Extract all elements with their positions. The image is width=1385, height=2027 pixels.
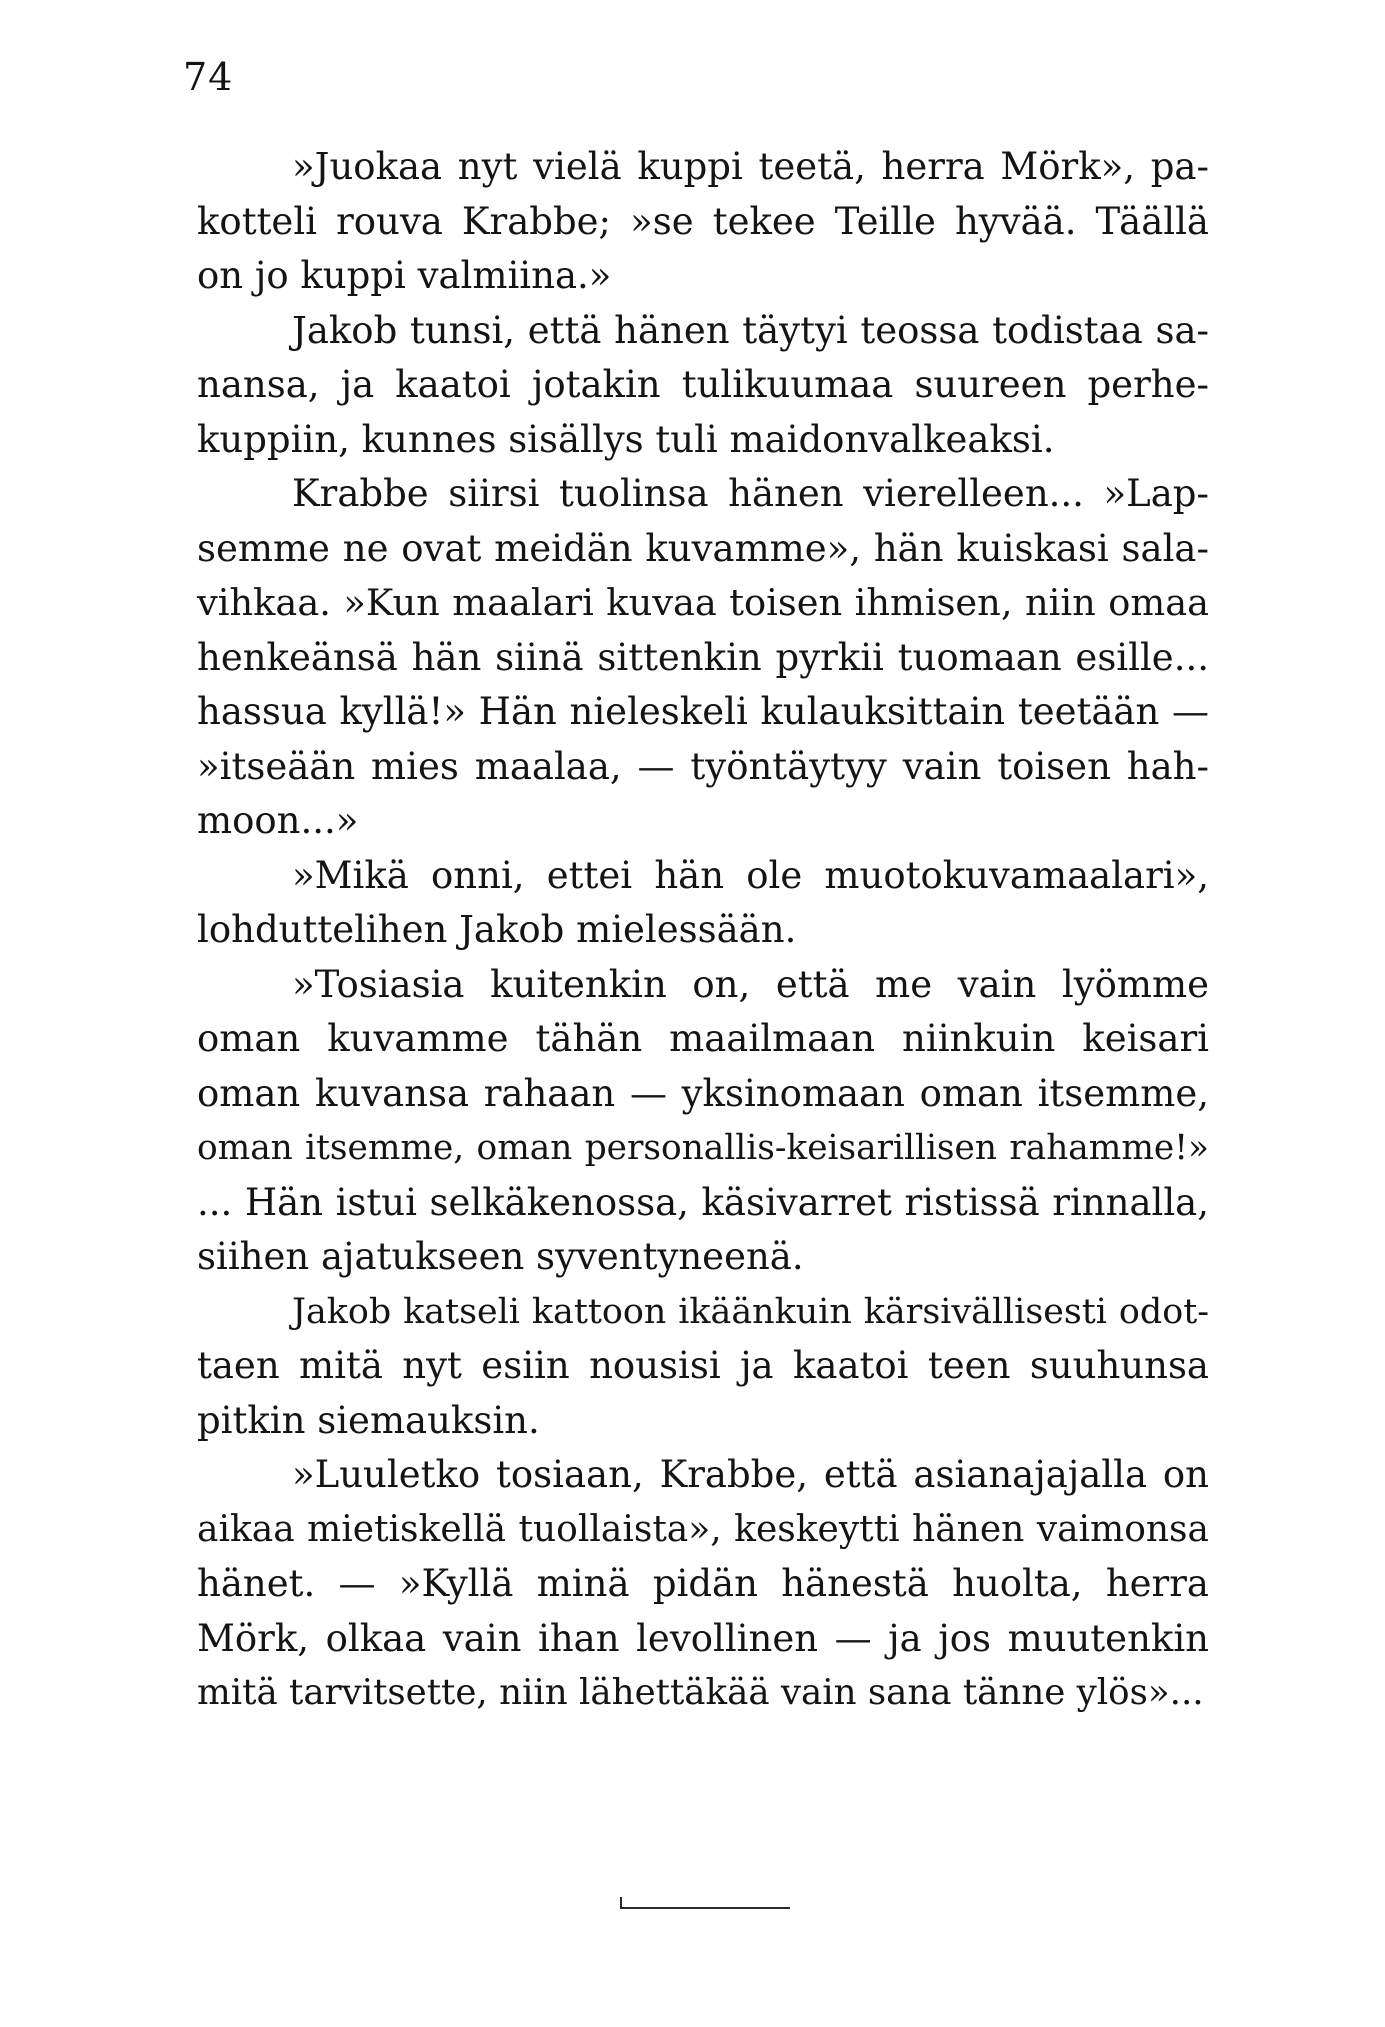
text-line: ... Hän istui selkäkenossa, käsivarret ristissä rinnalla, — [197, 1180, 1209, 1224]
text-line: vihkaa. »Kun maalari kuvaa toisen ihmisen, niin omaa — [197, 581, 1209, 624]
end-rule — [620, 1907, 790, 1909]
text-line: oman kuvamme tähän maailmaan niinkuin keisari — [197, 1017, 1209, 1060]
text-line: oman itsemme, oman personallis-keisarillisen rahamme!» — [197, 1128, 1209, 1168]
text-line: aikaa mietiskellä tuollaista», keskeytti hänen vaimonsa — [197, 1508, 1209, 1550]
text-line: siihen ajatukseen syventyneenä. — [197, 1235, 804, 1278]
text-line: kuppiin, kunnes sisällys tuli maidonvalkeaksi. — [197, 417, 1055, 461]
text-line: Mörk, olkaa vain ihan levollinen — ja jos muutenkin — [197, 1616, 1209, 1660]
text-line: »Tosiasia kuitenkin on, että me vain lyömme — [292, 962, 1209, 1006]
text-line: Krabbe siirsi tuolinsa hänen vierelleen... »Lap- — [292, 472, 1209, 515]
text-line: oman kuvansa rahaan — yksinomaan oman itsemme, — [197, 1071, 1209, 1115]
text-line: henkeänsä hän siinä sittenkin pyrkii tuomaan esille... — [197, 635, 1209, 679]
text-line: pitkin siemauksin. — [197, 1398, 540, 1442]
text-line: hänet. — »Kyllä minä pidän hänestä huolta, herra — [197, 1562, 1209, 1605]
text-line: mitä tarvitsette, niin lähettäkää vain sana tänne ylös»... — [197, 1672, 1204, 1713]
body-text — [197, 140, 1209, 1721]
text-line: nansa, ja kaatoi jotakin tulikuumaa suureen perhe- — [197, 363, 1209, 406]
text-line: taen mitä nyt esiin nousisi ja kaatoi teen suuhunsa — [197, 1344, 1209, 1387]
page-number: 74 — [183, 55, 234, 99]
text-line: Jakob tunsi, että hänen täytyi teossa todistaa sa- — [292, 308, 1209, 352]
text-line: hassua kyllä!» Hän nieleskeli kulauksittain teetään — — [197, 690, 1209, 733]
text-line: semme ne ovat meidän kuvamme», hän kuiskasi sala- — [197, 526, 1209, 570]
text-line: kotteli rouva Krabbe; »se tekee Teille hyvää. Täällä — [197, 199, 1209, 243]
text-line: lohduttelihen Jakob mielessään. — [197, 908, 797, 951]
text-line: »itseään mies maalaa, — työntäytyy vain toisen hah- — [197, 744, 1209, 788]
text-line: »Luuletko tosiaan, Krabbe, että asianajajalla on — [292, 1453, 1209, 1496]
text-line: on jo kuppi valmiina.» — [197, 254, 612, 297]
text-line: »Mikä onni, ettei hän ole muotokuvamaalari», — [292, 853, 1209, 897]
text-line: moon...» — [197, 799, 359, 842]
text-line: Jakob katseli kattoon ikäänkuin kärsivällisesti odot- — [292, 1291, 1209, 1332]
text-line: »Juokaa nyt vielä kuppi teetä, herra Mörk», pa- — [292, 145, 1209, 188]
